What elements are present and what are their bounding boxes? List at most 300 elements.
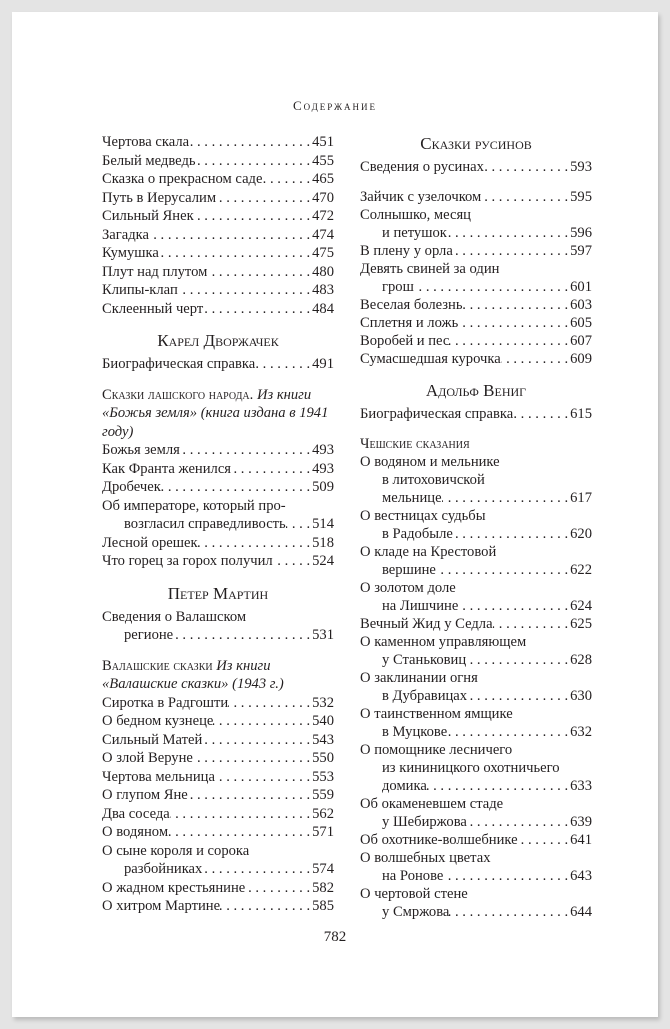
dot-leader: [193, 749, 310, 768]
entry-page-number: 491: [312, 356, 334, 372]
toc-entry-line: [102, 152, 334, 171]
toc-entry-line: [102, 842, 334, 861]
entry-page-number: 474: [312, 226, 334, 243]
entry-title: Кумушка: [102, 245, 159, 261]
toc-entry-line: [102, 786, 334, 805]
entry-page-number: 593: [570, 159, 592, 175]
toc-entry-line: [360, 296, 592, 314]
dot-leader: [453, 525, 568, 543]
entry-title: Зайчик с узелочком: [360, 189, 482, 205]
entry-page-number: 475: [312, 245, 334, 261]
entry-page-number: 524: [312, 553, 334, 569]
entry-title: мельнице: [382, 490, 442, 506]
entry-title: в литоховичской: [382, 472, 485, 488]
entry-title: Два соседа: [102, 805, 170, 822]
toc-entry-line: [102, 478, 334, 497]
running-head: Содержание: [292, 98, 378, 113]
toc-column-left: [102, 133, 334, 916]
entry-title: В плену у орла: [360, 243, 453, 259]
entry-title: Сплетня и ложь: [360, 315, 459, 331]
entry-page-number: 639: [570, 814, 592, 830]
toc-entry-line: [102, 189, 334, 208]
entry-page-number: 559: [312, 787, 334, 803]
entry-title: О жадном крестьянине: [102, 879, 246, 896]
toc-entry-line: [360, 651, 592, 669]
dot-leader: [231, 460, 310, 479]
entry-page-number: 493: [312, 460, 334, 477]
toc-entry-line: [360, 525, 592, 543]
entry-page-number: 483: [312, 282, 334, 298]
dot-leader: [202, 860, 310, 879]
toc-entry-line: [360, 489, 592, 507]
dot-leader: [178, 281, 310, 300]
author-heading: Петер Мартин: [167, 583, 269, 603]
entry-title: О хитром Мартине: [102, 898, 221, 914]
entry-page-number: 574: [312, 861, 334, 877]
toc-entry[interactable]: [102, 441, 334, 460]
entry-page-number: 625: [570, 616, 592, 632]
toc-entry-line: [360, 188, 592, 206]
toc-entry-line: [360, 332, 592, 350]
toc-entry-line: [102, 460, 334, 479]
toc-entry[interactable]: [102, 805, 334, 824]
author-heading: Адольф Вениг: [425, 381, 527, 400]
entry-title: Загадка: [102, 226, 150, 243]
toc-entry-line: [102, 768, 334, 787]
dot-leader: [449, 332, 568, 350]
dot-leader: [198, 534, 311, 553]
entry-title: вершине: [382, 562, 436, 578]
entry-title: О глупом Яне: [102, 787, 188, 803]
toc-entry[interactable]: [102, 478, 334, 497]
dot-leader: [245, 879, 310, 898]
entry-title: Солнышко, месяц: [360, 207, 471, 223]
dot-leader: [213, 712, 310, 731]
toc-entry-line: [102, 626, 334, 645]
toc-entry[interactable]: [360, 350, 592, 368]
entry-page-number: 620: [570, 526, 592, 542]
toc-group: [102, 657, 334, 916]
toc-entry-line: [102, 281, 334, 300]
toc-entry-line: [102, 805, 334, 824]
entry-page-number: 571: [312, 824, 334, 840]
entry-title: Веселая болезнь: [360, 297, 463, 313]
toc-entry-line: [102, 552, 334, 571]
entry-title: О золотом доле: [360, 580, 456, 596]
entry-title: Сведения о Валашском: [102, 608, 247, 625]
dot-leader: [466, 651, 568, 669]
page-number: 782: [323, 929, 347, 945]
toc-entry-line: [360, 453, 592, 471]
entry-page-number: 633: [570, 778, 592, 794]
toc-entry[interactable]: [102, 133, 334, 152]
entry-title: Дробечек: [102, 479, 161, 495]
toc-entry-line: [360, 260, 592, 278]
dot-leader: [484, 158, 568, 176]
entry-page-number: 607: [570, 333, 592, 349]
dot-leader: [442, 489, 569, 507]
toc-entry[interactable]: [102, 842, 334, 879]
entry-title: возгласил справедливость: [124, 516, 286, 532]
entry-title: О кладе на Крестовой: [360, 544, 497, 560]
toc-entry-line: [360, 597, 592, 615]
entry-title: разбойниках: [124, 861, 203, 877]
toc-entry[interactable]: [102, 552, 334, 571]
toc-entry-line: [360, 885, 592, 903]
dot-leader: [463, 296, 569, 314]
entry-title: О чертовой стене: [360, 886, 468, 902]
entry-title: Белый медведь: [102, 152, 196, 169]
toc-entry[interactable]: [102, 786, 334, 805]
toc-entry-line: [102, 244, 334, 263]
dot-leader: [427, 777, 568, 795]
dot-leader: [170, 805, 310, 824]
entry-title: домика: [382, 778, 427, 794]
entry-title: Сильный Янек: [102, 208, 194, 224]
dot-leader: [513, 405, 568, 423]
toc-entry[interactable]: [360, 453, 592, 507]
entry-page-number: 451: [312, 134, 334, 150]
toc-entry[interactable]: [102, 879, 334, 898]
entry-title: Вечный Жид у Седла: [360, 616, 493, 632]
toc-entry[interactable]: [360, 332, 592, 350]
dot-leader: [443, 867, 568, 885]
dot-leader: [481, 188, 568, 206]
toc-column-right: [360, 133, 592, 921]
entry-title: Сказка о прекрасном саде: [102, 171, 263, 187]
toc-entry-line: [102, 860, 334, 879]
entry-page-number: 585: [312, 898, 334, 914]
entry-title: у Станьковиц: [382, 652, 467, 668]
dot-leader: [173, 626, 310, 645]
entry-page-number: 644: [570, 904, 592, 920]
toc-entry-line: [360, 723, 592, 741]
toc-entry[interactable]: [102, 534, 334, 553]
toc-group: [102, 330, 334, 374]
dot-leader: [447, 224, 568, 242]
entry-page-number: 605: [570, 315, 592, 331]
entry-title: у Шебиржова: [382, 814, 467, 830]
entry-page-number: 553: [312, 768, 334, 785]
book-page: [12, 12, 658, 1017]
toc-entry-line: [360, 831, 592, 849]
dot-leader: [228, 694, 310, 713]
section-title-caps: Чешские сказания: [360, 436, 470, 452]
dot-leader: [458, 314, 568, 332]
entry-title: Воробей и пес: [360, 333, 450, 349]
toc-group: [102, 583, 334, 645]
toc-entry[interactable]: [360, 831, 592, 849]
toc-entry[interactable]: [360, 507, 592, 543]
entry-title: Сильный Матей: [102, 731, 203, 748]
entry-page-number: 596: [570, 225, 592, 241]
entry-page-number: 518: [312, 534, 334, 551]
toc-entry[interactable]: [102, 226, 334, 245]
entry-title: регионе: [124, 627, 174, 643]
toc-entry[interactable]: [360, 795, 592, 831]
author-heading: Карел Дворжачек: [157, 331, 279, 350]
entry-title: О бедном кузнеце: [102, 713, 214, 729]
toc-entry-line: [360, 314, 592, 332]
toc-entry-line: [360, 813, 592, 831]
entry-page-number: 622: [570, 562, 592, 578]
entry-title: Сведения о русинах: [360, 159, 484, 175]
entry-page-number: 514: [312, 516, 334, 532]
entry-title: в Муцкове: [382, 724, 448, 740]
toc-entry[interactable]: [102, 712, 334, 731]
section-title-caps: Валашские сказки: [102, 657, 213, 674]
entry-title: О вестницах судьбы: [360, 508, 486, 524]
toc-entry-line: [360, 777, 592, 795]
toc-entry-line: [360, 633, 592, 651]
toc-entry[interactable]: [102, 608, 334, 645]
entry-title: грош: [382, 279, 414, 295]
toc-entry[interactable]: [360, 705, 592, 741]
dot-leader: [168, 823, 310, 842]
dot-leader: [149, 226, 310, 245]
section-title: [102, 657, 334, 694]
entry-title: Сумасшедшая курочка: [360, 351, 501, 367]
toc-entry-line: [360, 759, 592, 777]
toc-entry[interactable]: [360, 543, 592, 579]
entry-title: О волшебных цветах: [360, 850, 491, 866]
toc-entry-line: [360, 561, 592, 579]
toc-entry[interactable]: [360, 242, 592, 260]
toc-entry-line: [102, 694, 334, 713]
toc-group: [360, 435, 592, 921]
toc-entry[interactable]: [102, 170, 334, 189]
entry-title: О таинственном ямщике: [360, 706, 513, 722]
toc-entry-line: [360, 705, 592, 723]
toc-entry-line: [360, 206, 592, 224]
dot-leader: [220, 897, 310, 916]
toc-entry[interactable]: [360, 158, 592, 176]
toc-entry[interactable]: [360, 849, 592, 885]
toc-entry-line: [102, 515, 334, 534]
entry-page-number: 601: [570, 279, 592, 295]
entry-title: Плут над плутом: [102, 263, 208, 280]
toc-entry-line: [360, 795, 592, 813]
entry-title: Чертова мельница: [102, 768, 215, 785]
toc-entry-line: [360, 903, 592, 921]
toc-entry[interactable]: [360, 579, 592, 615]
entry-title: Как Франта женился: [102, 460, 232, 477]
entry-page-number: 615: [570, 406, 592, 422]
entry-title: О помощнике лесничего: [360, 742, 513, 758]
dot-leader: [453, 242, 568, 260]
toc-entry-line: [360, 669, 592, 687]
toc-entry-line: [102, 207, 334, 226]
dot-leader: [449, 903, 568, 921]
entry-page-number: 470: [312, 189, 334, 206]
toc-entry[interactable]: [360, 260, 592, 296]
section-title: [102, 386, 334, 442]
toc-entry[interactable]: [360, 314, 592, 332]
toc-entry-line: [102, 441, 334, 460]
entry-page-number: 643: [570, 868, 592, 884]
toc-entry[interactable]: [102, 694, 334, 713]
toc-entry-line: [102, 897, 334, 916]
toc-entry[interactable]: [102, 497, 334, 534]
dot-leader: [216, 189, 310, 208]
entry-title: Девять свиней за один: [360, 261, 500, 277]
entry-title: Сиротка в Радгошти: [102, 694, 229, 711]
toc-entry[interactable]: [102, 897, 334, 916]
toc-entry[interactable]: [360, 669, 592, 705]
entry-title: на Лишчине: [382, 598, 459, 614]
toc-entry-line: [102, 534, 334, 553]
entry-page-number: 550: [312, 750, 334, 766]
entry-title: на Ронове: [382, 868, 444, 884]
dot-leader: [255, 355, 310, 374]
entry-page-number: 509: [312, 479, 334, 495]
entry-title: в Дубравицах: [382, 688, 468, 704]
entry-title: О каменном управляющем: [360, 634, 527, 650]
toc-group: [102, 386, 334, 571]
toc-group: [360, 188, 592, 368]
entry-page-number: 531: [312, 627, 334, 643]
entry-page-number: 617: [570, 490, 592, 506]
dot-leader: [180, 441, 310, 460]
section-title-note: Из книги «Божья земля» (книга издана в 1941 году): [102, 386, 329, 440]
entry-page-number: 472: [312, 208, 334, 224]
entry-page-number: 484: [312, 300, 334, 317]
entry-page-number: 582: [312, 879, 334, 896]
toc-entry-line: [360, 158, 592, 176]
dot-leader: [203, 300, 310, 319]
toc-entry-line: [360, 242, 592, 260]
toc-entry-line: [102, 608, 334, 627]
toc-entry-line: [360, 278, 592, 296]
entry-page-number: 562: [312, 805, 334, 822]
entry-title: Биографическая справка: [102, 356, 256, 372]
entry-title: у Смржова: [382, 904, 450, 920]
dot-leader: [194, 207, 310, 226]
toc-entry-line: [360, 741, 592, 759]
toc-entry[interactable]: [360, 206, 592, 242]
toc-entry[interactable]: [102, 460, 334, 479]
toc-entry-line: [360, 867, 592, 885]
entry-page-number: 465: [312, 171, 334, 187]
entry-page-number: 630: [570, 688, 592, 704]
dot-leader: [188, 786, 310, 805]
entry-title: Путь в Иерусалим: [102, 189, 217, 206]
entry-title: в Радобыле: [382, 526, 453, 542]
entry-page-number: 532: [312, 694, 334, 711]
section-title: [360, 435, 592, 453]
toc-entry-line: [360, 405, 592, 423]
toc-entry[interactable]: [360, 741, 592, 795]
entry-title: Об императоре, который про-: [102, 497, 286, 514]
entry-title: и петушок: [382, 225, 447, 241]
toc-entry-line: [102, 263, 334, 282]
toc-entry[interactable]: [360, 405, 592, 423]
toc-entry[interactable]: [360, 885, 592, 921]
toc-entry[interactable]: [102, 731, 334, 750]
dot-leader: [189, 133, 310, 152]
toc-entry[interactable]: [102, 244, 334, 263]
entry-page-number: 624: [570, 598, 592, 614]
entry-page-number: 543: [312, 731, 334, 748]
entry-page-number: 480: [312, 263, 334, 280]
entry-title: О водяном: [102, 824, 169, 840]
toc-entry[interactable]: [360, 188, 592, 206]
toc-entry-line: [360, 471, 592, 489]
section-title-note: Из книги «Валашские сказки» (1943 г.): [102, 657, 284, 692]
author-heading: Сказки русинов: [420, 134, 532, 153]
dot-leader: [447, 723, 568, 741]
toc-entry[interactable]: [102, 189, 334, 208]
dot-leader: [161, 478, 310, 497]
entry-title: Лесной орешек: [102, 534, 198, 551]
dot-leader: [458, 597, 568, 615]
dot-leader: [215, 768, 310, 787]
toc-entry-line: [360, 615, 592, 633]
toc-entry[interactable]: [102, 263, 334, 282]
entry-title: Склеенный черт: [102, 300, 204, 317]
entry-page-number: 641: [570, 832, 592, 848]
dot-leader: [467, 687, 568, 705]
toc-entry[interactable]: [102, 300, 334, 319]
toc-entry-line: [102, 300, 334, 319]
dot-leader: [202, 731, 310, 750]
toc-group: [360, 380, 592, 423]
toc-entry[interactable]: [360, 633, 592, 669]
entry-title: О сыне короля и сорока: [102, 842, 250, 859]
entry-title: Клипы-клап: [102, 282, 178, 298]
entry-title: О водяном и мельнике: [360, 454, 500, 470]
dot-leader: [414, 278, 568, 296]
entry-page-number: 628: [570, 652, 592, 668]
entry-page-number: 540: [312, 713, 334, 729]
dot-leader: [207, 263, 310, 282]
toc-entry[interactable]: [360, 615, 592, 633]
toc-entry-line: [360, 224, 592, 242]
toc-entry[interactable]: [102, 355, 334, 374]
toc-entry-line: [360, 687, 592, 705]
toc-entry[interactable]: [102, 207, 334, 226]
dot-leader: [493, 615, 569, 633]
toc-entry-line: [102, 226, 334, 245]
toc-entry[interactable]: [102, 823, 334, 842]
entry-title: О заклинании огня: [360, 670, 478, 686]
toc-entry-line: [360, 543, 592, 561]
toc-entry-line: [102, 133, 334, 152]
toc-entry[interactable]: [102, 281, 334, 300]
toc-group: [360, 133, 592, 176]
toc-entry-line: [102, 497, 334, 516]
dot-leader: [436, 561, 568, 579]
toc-entry[interactable]: [102, 152, 334, 171]
entry-page-number: 455: [312, 152, 334, 169]
toc-entry-line: [360, 849, 592, 867]
toc-entry-line: [360, 350, 592, 368]
entry-title: Что горец за горох получил: [102, 553, 273, 569]
toc-entry-line: [102, 731, 334, 750]
toc-entry[interactable]: [360, 296, 592, 314]
toc-entry[interactable]: [102, 768, 334, 787]
entry-title: Биографическая справка: [360, 406, 514, 422]
toc-entry-line: [102, 712, 334, 731]
dot-leader: [159, 244, 310, 263]
toc-entry-line: [102, 879, 334, 898]
toc-entry-line: [360, 579, 592, 597]
toc-entry[interactable]: [102, 749, 334, 768]
entry-page-number: 632: [570, 724, 592, 740]
entry-title: Об окаменевшем стаде: [360, 796, 504, 812]
entry-page-number: 595: [570, 189, 592, 205]
dot-leader: [518, 831, 569, 849]
